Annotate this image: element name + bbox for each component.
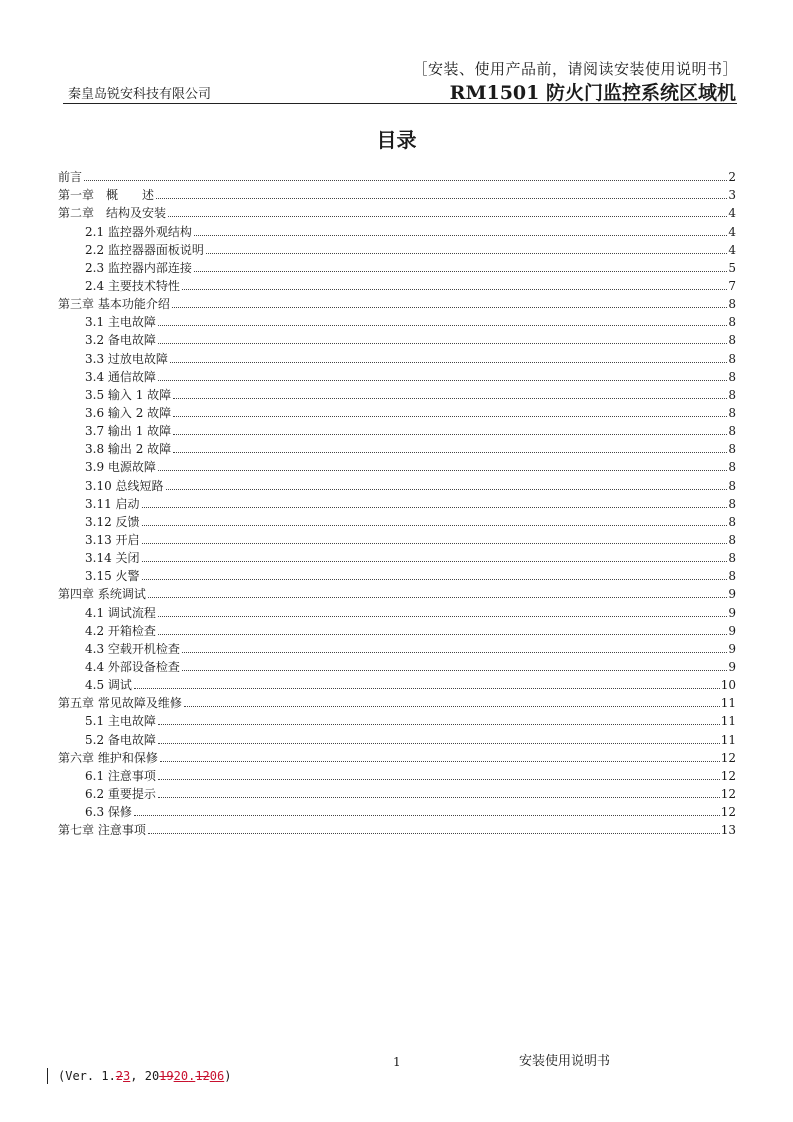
toc-dot-leader [158,634,727,635]
toc-entry-page: 8 [728,478,736,493]
toc-dot-leader [158,724,720,725]
footer-version [58,1069,231,1083]
toc-entry-label: 3.2 备电故障 [85,333,156,348]
toc-entry-page: 9 [728,605,736,620]
toc-dot-leader [142,525,728,526]
toc-dot-leader [142,507,728,508]
toc-dot-leader [142,543,728,544]
toc-entry-label: 3.1 主电故障 [85,315,156,330]
toc-entry-label: 第五章 常见故障及维修 [58,696,182,711]
toc-entry[interactable] [58,638,736,656]
toc-entry[interactable] [58,674,736,692]
toc-entry[interactable] [58,384,736,402]
toc-dot-leader [166,489,728,490]
toc-dot-leader [184,706,720,707]
toc-title: 目录 [376,128,417,152]
version-suffix: ) [224,1069,232,1083]
toc-entry-page: 8 [728,405,736,420]
header-notice: ［安装、使用产品前，请阅读安装使用说明书］ [412,60,738,78]
toc-entry-page: 12 [720,805,736,820]
toc-entry-page: 8 [728,315,736,330]
toc-entry[interactable] [58,728,736,746]
date-dot: . [188,1069,196,1083]
toc-entry-label: 2.2 监控器器面板说明 [85,242,204,257]
toc-entry[interactable] [58,620,736,638]
toc-entry-page: 9 [728,587,736,602]
toc-entry[interactable] [58,819,736,837]
header-divider [63,103,737,104]
toc-entry-page: 4 [728,224,736,239]
toc-dot-leader [206,253,727,254]
toc-entry-label: 3.3 过放电故障 [85,351,168,366]
toc-entry-label: 5.1 主电故障 [85,714,156,729]
toc-entry-page: 9 [728,659,736,674]
toc-entry-page: 8 [728,297,736,312]
toc-entry-page: 8 [728,496,736,511]
toc-entry-page: 8 [728,442,736,457]
toc-dot-leader [158,743,720,744]
toc-entry[interactable] [58,275,736,293]
toc-entry[interactable] [58,239,736,257]
toc-entry-label: 5.2 备电故障 [85,732,156,747]
toc-entry[interactable] [58,656,736,674]
toc-entry-page: 8 [728,387,736,402]
toc-dot-leader [182,289,727,290]
toc-entry-label: 3.8 输出 2 故障 [85,442,172,457]
toc-entry[interactable] [58,493,736,511]
toc-entry[interactable] [58,366,736,384]
toc-entry[interactable] [58,402,736,420]
toc-dot-leader [158,779,720,780]
toc-entry-label: 3.4 通信故障 [85,369,156,384]
toc-dot-leader [134,688,720,689]
toc-entry[interactable] [58,601,736,619]
toc-entry-page: 8 [728,532,736,547]
toc-entry[interactable] [58,511,736,529]
toc-entry[interactable] [58,220,736,238]
toc-entry-page: 9 [728,623,736,638]
toc-entry-page: 7 [728,278,736,293]
toc-entry[interactable] [58,747,736,765]
toc-entry[interactable] [58,438,736,456]
toc-dot-leader [170,362,727,363]
date-deleted: 12 [195,1069,210,1083]
toc-entry-page: 13 [720,823,736,838]
toc-dot-leader [142,561,728,562]
toc-dot-leader [173,416,727,417]
toc-entry-label: 3.5 输入 1 故障 [85,387,172,402]
toc-entry-page: 11 [720,732,736,747]
toc-entry[interactable] [58,329,736,347]
toc-entry-label: 第二章 结构及安装 [58,206,167,221]
toc-entry-page: 8 [728,351,736,366]
toc-entry-page: 11 [720,714,736,729]
toc-entry-label: 4.5 调试 [85,678,132,693]
toc-dot-leader [158,325,727,326]
toc-dot-leader [182,652,727,653]
toc-entry[interactable] [58,257,736,275]
toc-entry[interactable] [58,474,736,492]
toc-entry[interactable] [58,184,736,202]
toc-entry-label: 4.4 外部设备检查 [85,659,180,674]
toc-entry-page: 4 [728,206,736,221]
toc-dot-leader [194,235,727,236]
footer-document-name: 安装使用说明书 [519,1054,611,1069]
toc-entry-label: 3.14 关闭 [85,551,140,566]
toc-entry-label: 第一章 概 述 [58,188,155,203]
version-inserted: 3 [123,1069,131,1083]
table-of-contents [58,166,736,837]
toc-entry-label: 3.15 火警 [85,569,140,584]
toc-entry-page: 8 [728,514,736,529]
toc-entry-label: 第七章 注意事项 [58,823,146,838]
toc-entry[interactable] [58,547,736,565]
toc-entry[interactable] [58,801,736,819]
toc-dot-leader [134,815,720,816]
toc-entry-page: 9 [728,641,736,656]
toc-entry-page: 10 [720,678,736,693]
toc-dot-leader [194,271,727,272]
toc-entry[interactable] [58,456,736,474]
toc-entry[interactable] [58,565,736,583]
toc-entry-page: 12 [720,768,736,783]
toc-entry-page: 4 [728,242,736,257]
toc-entry[interactable] [58,783,736,801]
toc-entry-label: 6.1 注意事项 [85,768,156,783]
version-deleted: 2 [115,1069,124,1083]
toc-dot-leader [158,470,727,471]
toc-entry-label: 3.13 开启 [85,532,140,547]
date-inserted: 06 [209,1069,225,1083]
toc-entry-label: 4.2 开箱检查 [85,623,156,638]
toc-entry-label: 4.1 调试流程 [85,605,156,620]
toc-dot-leader [173,398,727,399]
toc-entry-label: 第四章 系统调试 [58,587,146,602]
toc-entry[interactable] [58,583,736,601]
toc-entry-label: 3.12 反馈 [85,514,140,529]
toc-entry[interactable] [58,293,736,311]
toc-entry-page: 8 [728,369,736,384]
toc-entry-page: 3 [728,188,736,203]
toc-entry[interactable] [58,710,736,728]
toc-entry-label: 2.3 监控器内部连接 [85,260,192,275]
toc-entry-label: 前言 [58,170,83,185]
toc-dot-leader [156,198,727,199]
toc-dot-leader [172,307,728,308]
version-prefix: (Ver. 1. [58,1069,116,1083]
toc-entry[interactable] [58,765,736,783]
toc-entry-label: 3.7 输出 1 故障 [85,424,172,439]
toc-dot-leader [84,180,727,181]
toc-entry[interactable] [58,202,736,220]
toc-entry[interactable] [58,529,736,547]
toc-entry[interactable] [58,692,736,710]
toc-dot-leader [148,597,728,598]
toc-dot-leader [173,452,727,453]
toc-entry-label: 第三章 基本功能介绍 [58,297,170,312]
year-deleted: 19 [159,1069,174,1083]
toc-entry-label: 第六章 维护和保修 [58,750,158,765]
toc-dot-leader [158,797,720,798]
toc-entry-label: 3.6 输入 2 故障 [85,405,172,420]
toc-entry-label: 3.10 总线短路 [85,478,164,493]
toc-entry-label: 3.11 启动 [85,496,140,511]
toc-entry-page: 11 [720,696,736,711]
toc-entry-label: 2.1 监控器外观结构 [85,224,192,239]
version-separator: , 20 [130,1069,160,1083]
toc-entry[interactable] [58,166,736,184]
toc-entry-page: 8 [728,569,736,584]
header-company-name: 秦皇岛锐安科技有限公司 [68,87,212,102]
toc-entry-page: 12 [720,786,736,801]
toc-entry-label: 4.3 空载开机检查 [85,641,180,656]
toc-dot-leader [168,216,727,217]
toc-entry-label: 2.4 主要技术特性 [85,278,180,293]
toc-entry-page: 8 [728,333,736,348]
toc-dot-leader [158,380,727,381]
toc-dot-leader [160,761,720,762]
toc-entry-page: 8 [728,424,736,439]
toc-entry-page: 12 [720,750,736,765]
toc-entry-label: 6.3 保修 [85,805,132,820]
toc-dot-leader [158,343,727,344]
toc-entry-label: 6.2 重要提示 [85,786,156,801]
toc-entry-page: 8 [728,460,736,475]
toc-dot-leader [148,833,720,834]
toc-dot-leader [182,670,727,671]
toc-dot-leader [158,616,727,617]
toc-entry[interactable] [58,347,736,365]
toc-entry-page: 8 [728,551,736,566]
toc-dot-leader [173,434,727,435]
toc-dot-leader [142,579,728,580]
toc-entry-page: 2 [728,170,736,185]
footer-page-number: 1 [393,1055,401,1069]
toc-entry[interactable] [58,420,736,438]
toc-entry-page: 5 [728,260,736,275]
revision-change-bar [47,1068,48,1084]
toc-entry-label: 3.9 电源故障 [85,460,156,475]
header-product-title: RM1501 防火门监控系统区域机 [449,82,736,104]
toc-entry[interactable] [58,311,736,329]
year-inserted: 20 [173,1069,189,1083]
